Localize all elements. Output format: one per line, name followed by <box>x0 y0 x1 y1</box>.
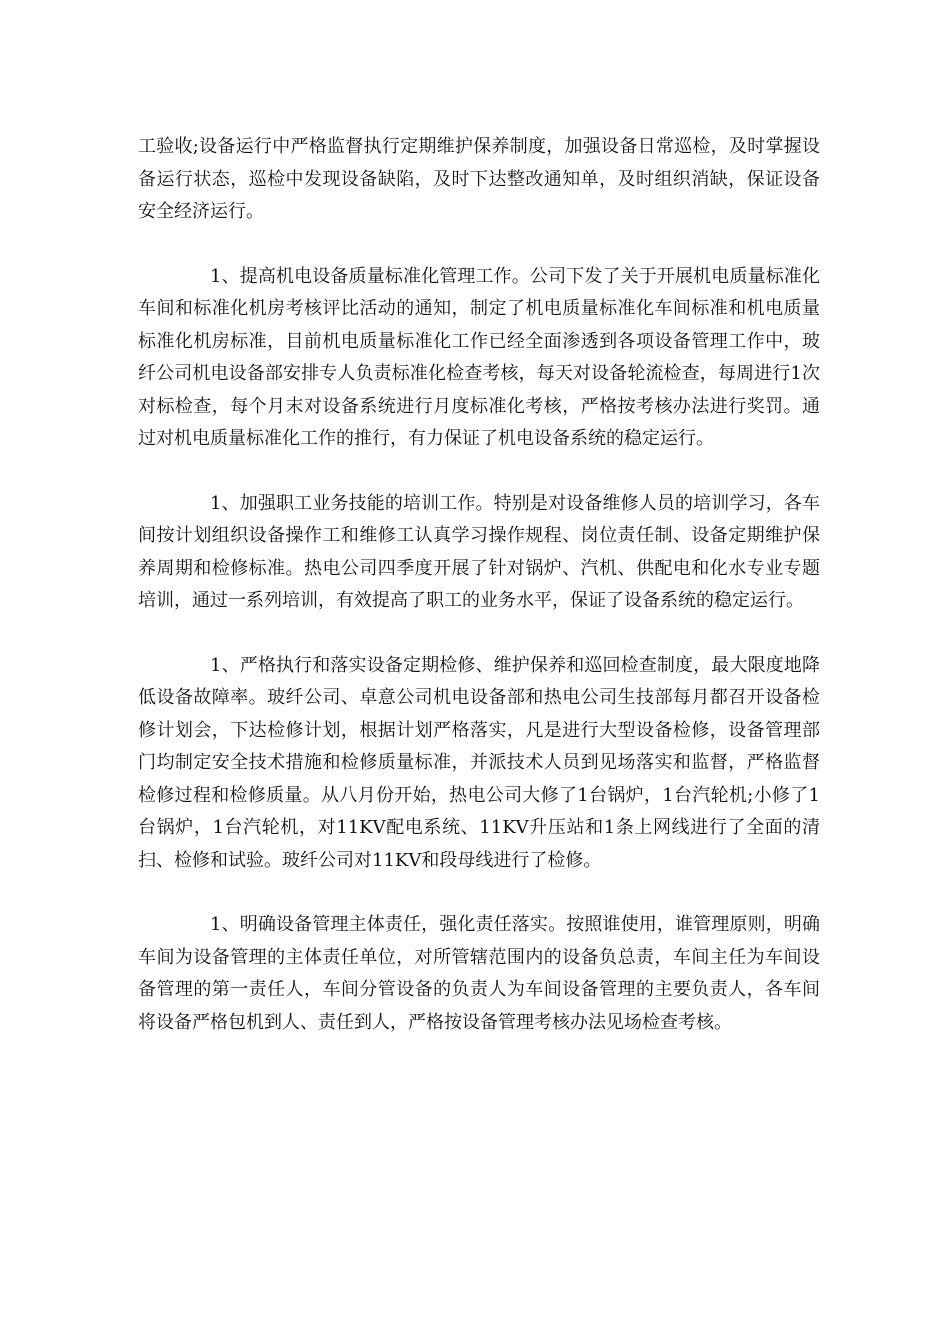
paragraph-1: 工验收;设备运行中严格监督执行定期维护保养制度，加强设备日常巡检，及时掌握设备运行状态，巡检中发现设备缺陷，及时下达整改通知单，及时组织消缺，保证设备安全经济运行。 <box>138 136 820 222</box>
paragraph-3: 1、加强职工业务技能的培训工作。特别是对设备维修人员的培训学习，各车间按计划组织设备操作工和维修工认真学习操作规程、岗位责任制、设备定期维护保养周期和检修标准。热电公司四季度开展了针对锅炉、汽机、供配电和化水专业专题培训，通过一系列培训，有效提高了职工的业务水平，保证了设备系统的稳定运行。 <box>138 492 820 611</box>
document-page <box>138 131 820 1071</box>
paragraph-4: 1、严格执行和落实设备定期检修、维护保养和巡回检查制度，最大限度地降低设备故障率。玻纤公司、卓意公司机电设备部和热电公司生技部每月都召开设备检修计划会，下达检修计划，根据计划严格落实，凡是进行大型设备检修，设备管理部门均制定安全技术措施和检修质量标准，并派技术人员到见场落实和监督，严格监督检修过程和检修质量。从八月份开始，热电公司大修了1台锅炉，1台汽轮机;小修了1台锅炉，1台汽轮机，对11KV配电系统、11KV升压站和1条上网线进行了全面的清扫、检修和试验。玻纤公司对11KV和段母线进行了检修。 <box>138 654 820 871</box>
paragraph-2: 1、提高机电设备质量标准化管理工作。公司下发了关于开展机电质量标准化车间和标准化机房考核评比活动的通知，制定了机电质量标准化车间标准和机电质量标准化机房标准，目前机电质量标准化工作已经全面渗透到各项设备管理工作中，玻纤公司机电设备部安排专人负责标准化检查考核，每天对设备轮流检查，每周进行1次对标检查，每个月末对设备系统进行月度标准化考核，严格按考核办法进行奖罚。通过对机电质量标准化工作的推行，有力保证了机电设备系统的稳定运行。 <box>138 265 820 449</box>
paragraph-5: 1、明确设备管理主体责任，强化责任落实。按照谁使用，谁管理原则，明确车间为设备管理的主体责任单位，对所管辖范围内的设备负总责，车间主任为车间设备管理的第一责任人，车间分管设备的负责人为车间设备管理的主要负责人，各车间将设备严格包机到人、责任到人，严格按设备管理考核办法见场检查考核。 <box>138 914 820 1033</box>
